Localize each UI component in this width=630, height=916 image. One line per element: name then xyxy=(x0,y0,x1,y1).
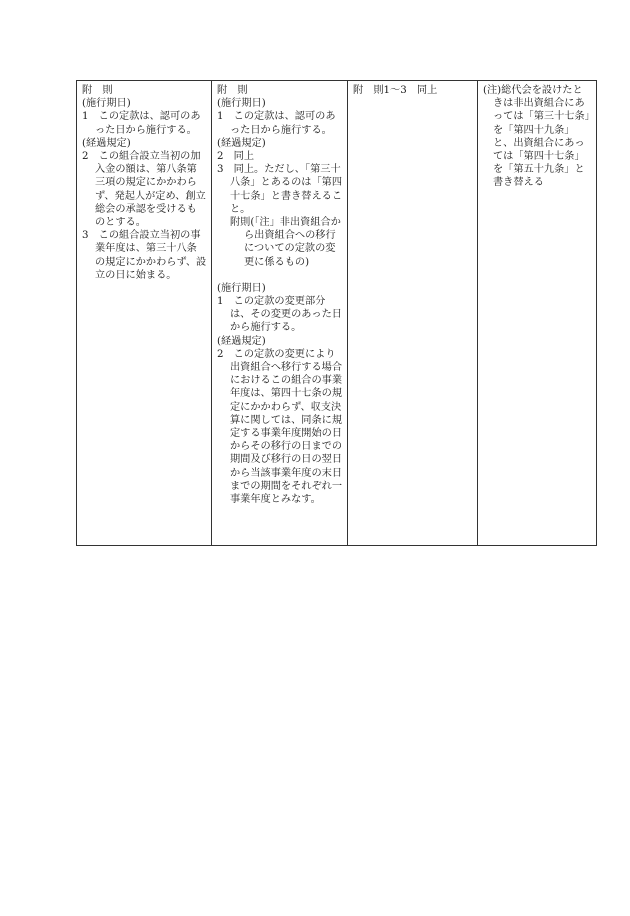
clause-text: 1 この定款は、認可のあった日から施行する。 xyxy=(82,111,201,136)
clause-text: 2 この定款の変更により出資組合へ移行する場合におけるこの組合の事業年度は、第四十七条の規定にかかわらず、収支決算に関しては、同条に規定する事業年度開始の日からその移行の日までの期間及び移行の日の翌日から当該事業年度の末日までの期間をそれぞれ一事業年度とみなす。 xyxy=(217,348,343,506)
clause-text: 1 この定款は、認可のあった日から施行する。 xyxy=(217,111,336,136)
section-heading: (施行期日) xyxy=(82,98,131,110)
column-3-cell xyxy=(348,81,478,546)
clause-text: 3 同上。ただし、「第三十八条」とあるのは「第四十七条」と書き替えること。 xyxy=(217,164,343,215)
clause-text: 2 この組合設立当初の加入金の額は、第八条第三項の規定にかかわらず、発起人が定め、創立総会の承認を受けるものとする。 xyxy=(82,151,206,229)
section-heading: 附 則 xyxy=(217,85,248,96)
clause-text: (注)総代会を設けたときは非出資組合にあっては「第三十七条」を「第四十九条」と、出資組合にあっては「第四十七条」を「第五十九条」と書き替える xyxy=(483,85,590,189)
articles-comparison-table xyxy=(76,80,597,546)
section-heading: 附 則1〜3 同上 xyxy=(353,85,438,96)
section-heading: (経過規定) xyxy=(82,137,131,149)
column-2-cell xyxy=(212,81,348,546)
section-heading: (経過規定) xyxy=(217,335,266,347)
section-heading: (経過規定) xyxy=(217,137,266,149)
sub-heading: 附則(「注」非出資組合から出資組合への移行についての定款の変更に係るもの) xyxy=(230,217,341,268)
clause-text: 3 この組合設立当初の事業年度は、第三十八条の規定にかかわらず、設立の日に始まる。 xyxy=(82,230,207,281)
section-heading: 附 則 xyxy=(82,85,113,96)
clause-text: 1 この定款の変更部分は、その変更のあった日から施行する。 xyxy=(217,296,342,334)
section-heading: (施行期日) xyxy=(217,282,266,294)
spacer xyxy=(217,269,343,282)
table-row xyxy=(77,81,597,546)
section-heading: (施行期日) xyxy=(217,98,266,110)
column-1-cell xyxy=(77,81,212,546)
column-4-cell xyxy=(478,81,597,546)
clause-text: 2 同上 xyxy=(217,151,255,163)
